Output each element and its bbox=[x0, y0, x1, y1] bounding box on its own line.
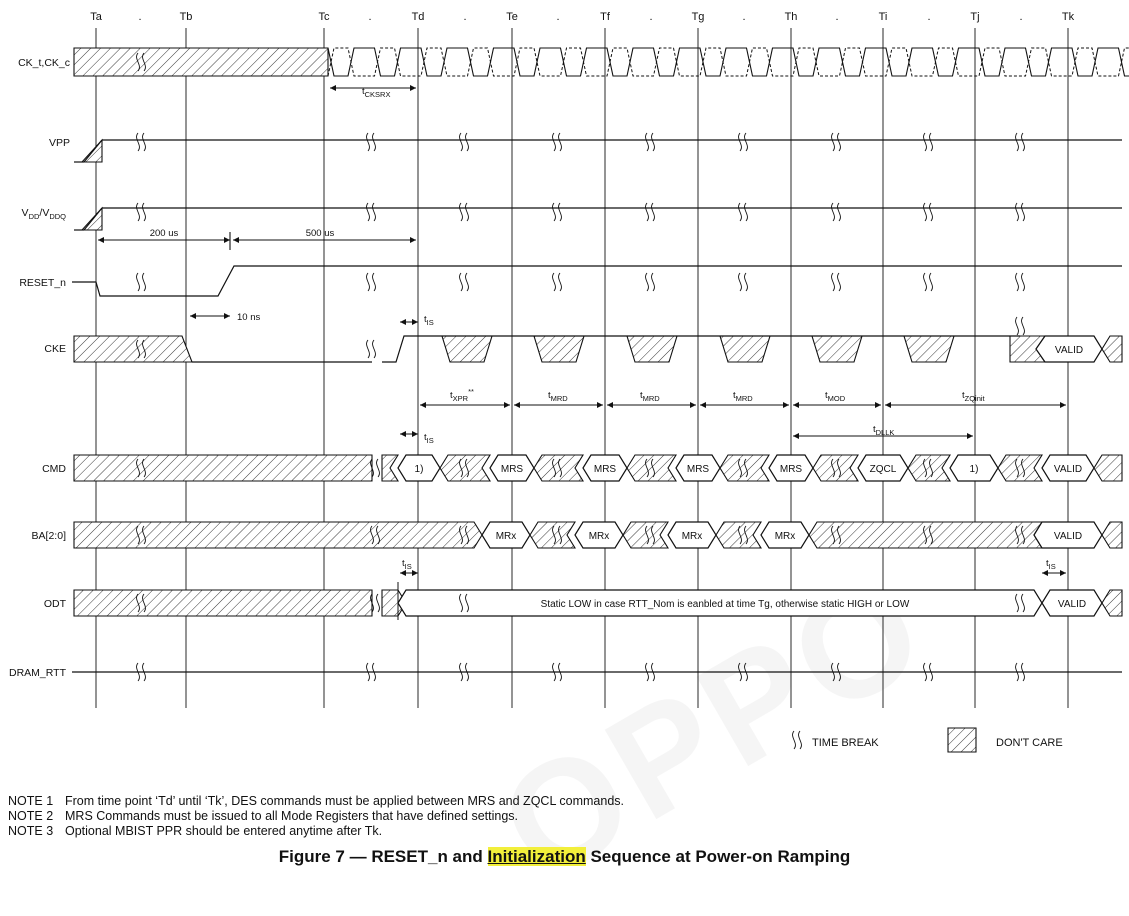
ba-dont-care-tail bbox=[1102, 522, 1122, 548]
ba-value-mrx: MRx bbox=[495, 531, 517, 542]
timing-prefix: t bbox=[548, 390, 551, 401]
vpp-ramp bbox=[74, 140, 102, 162]
cmd-value-valid: VALID bbox=[1053, 464, 1083, 475]
timing-prefix: t bbox=[1046, 558, 1049, 569]
label-tmrd-2 bbox=[640, 390, 660, 403]
note-3: NOTE 3 Optional MBIST PPR should be entered anytime after Tk. bbox=[8, 824, 383, 838]
label-10ns: 10 ns bbox=[237, 312, 261, 323]
dot-separator: . bbox=[835, 11, 839, 23]
waveforms bbox=[72, 48, 1129, 672]
timing-subscript: MOD bbox=[827, 394, 846, 403]
cmd-value-mrs: MRS bbox=[593, 464, 617, 475]
timing-arrows bbox=[98, 85, 1066, 576]
label-clock: CK_t,CK_c bbox=[18, 57, 70, 69]
vdd-break bbox=[838, 203, 841, 221]
dot-separator: . bbox=[649, 11, 653, 23]
timing-subscript: IS bbox=[426, 436, 434, 445]
ba-dont-care-mid bbox=[809, 522, 1042, 548]
arrow-head bbox=[412, 570, 418, 576]
cmd-value-mrs: MRS bbox=[779, 464, 803, 475]
time-label-Ta: Ta bbox=[90, 11, 102, 23]
reset-break bbox=[924, 273, 927, 291]
dot-separator: . bbox=[368, 11, 372, 23]
notes bbox=[8, 794, 624, 839]
arrow-head bbox=[410, 237, 416, 243]
label-cke: CKE bbox=[44, 343, 66, 355]
arrow-head bbox=[967, 433, 973, 439]
label-tdllk bbox=[873, 424, 894, 437]
cke-dont-care-window bbox=[627, 336, 677, 362]
vpp-break bbox=[373, 133, 376, 151]
timing-prefix: t bbox=[962, 390, 965, 401]
cke-break bbox=[373, 340, 376, 358]
arrow-head bbox=[412, 431, 418, 437]
label-ba: BA[2:0] bbox=[31, 530, 66, 542]
label-dram-rtt: DRAM_RTT bbox=[9, 667, 66, 679]
reset-break bbox=[137, 273, 140, 291]
ba-dont-care-gap bbox=[623, 522, 668, 548]
ba-dont-care-gap bbox=[716, 522, 761, 548]
vdd-break bbox=[460, 203, 463, 221]
cmd-dont-care-start bbox=[74, 455, 372, 481]
cke-dont-care-window bbox=[812, 336, 862, 362]
vdd-break bbox=[137, 203, 140, 221]
vpp-break bbox=[137, 133, 140, 151]
dot-separator: . bbox=[1019, 11, 1023, 23]
label-tis-cmd bbox=[424, 432, 434, 445]
cke-dont-care-window bbox=[534, 336, 584, 362]
timing-subscript: CKSRX bbox=[364, 90, 391, 99]
vpp-break bbox=[367, 133, 370, 151]
cmd-value-zqcl: ZQCL bbox=[869, 464, 897, 475]
vdd-break bbox=[924, 203, 927, 221]
vpp-break bbox=[838, 133, 841, 151]
clock-dont-care bbox=[74, 48, 328, 76]
arrow-head bbox=[793, 433, 799, 439]
dot-separator: . bbox=[463, 11, 467, 23]
vdd-break bbox=[739, 203, 742, 221]
arrow-head bbox=[330, 85, 336, 91]
vpp-break bbox=[745, 133, 748, 151]
legend-dont-care-icon bbox=[948, 728, 976, 752]
odt-dont-care-start bbox=[74, 590, 372, 616]
legend-time-break: TIME BREAK bbox=[812, 737, 879, 749]
vpp-break bbox=[559, 133, 562, 151]
reset-break bbox=[832, 273, 835, 291]
ba-value-mrx: MRx bbox=[681, 531, 703, 542]
vpp-break bbox=[1022, 133, 1025, 151]
ba-dont-care-gap bbox=[530, 522, 575, 548]
timing-subscript: ZQinit bbox=[964, 394, 985, 403]
cke-dont-care-window bbox=[904, 336, 954, 362]
arrow-head bbox=[98, 237, 104, 243]
reset-break bbox=[460, 273, 463, 291]
ba-dont-care-start bbox=[74, 522, 482, 548]
label-tmod bbox=[825, 390, 846, 403]
time-label-Tf: Tf bbox=[600, 11, 610, 23]
label-txpr bbox=[450, 387, 474, 403]
clock-waveform bbox=[328, 48, 1129, 76]
label-tmrd-1 bbox=[548, 390, 568, 403]
legend-time-break-icon bbox=[793, 731, 796, 749]
timing-subscript: MRD bbox=[642, 394, 660, 403]
ba-value-mrx: MRx bbox=[588, 531, 610, 542]
cke-break bbox=[1016, 317, 1019, 335]
vdd-label-part: V bbox=[21, 207, 29, 219]
arrow-head bbox=[233, 237, 239, 243]
cmd-value-note_ref: 1) bbox=[414, 464, 424, 475]
arrow-head bbox=[597, 402, 603, 408]
timing-superscript: ** bbox=[468, 387, 474, 396]
reset-break bbox=[739, 273, 742, 291]
label-cmd: CMD bbox=[42, 463, 66, 475]
cke-dont-care-window bbox=[442, 336, 492, 362]
vdd-break bbox=[466, 203, 469, 221]
diagram-labels bbox=[9, 11, 1086, 749]
timing-prefix: t bbox=[640, 390, 643, 401]
odt-dont-care-tail bbox=[1102, 590, 1122, 616]
vdd-break bbox=[1016, 203, 1019, 221]
vdd-label-part: DD bbox=[28, 212, 40, 221]
vpp-break bbox=[924, 133, 927, 151]
timing-subscript: IS bbox=[1048, 562, 1056, 571]
label-reset: RESET_n bbox=[19, 277, 66, 289]
cmd-break bbox=[377, 459, 380, 477]
vdd-break bbox=[1022, 203, 1025, 221]
arrow-head bbox=[1042, 570, 1048, 576]
reset-break bbox=[745, 273, 748, 291]
legend-time-break-icon bbox=[799, 731, 802, 749]
timing-subscript: MRD bbox=[550, 394, 568, 403]
timing-prefix: t bbox=[873, 424, 876, 435]
clock-complement-waveform bbox=[328, 48, 1129, 76]
dot-separator: . bbox=[138, 11, 142, 23]
note-2: NOTE 2 MRS Commands must be issued to all Mode Registers that have defined settings. bbox=[8, 809, 518, 823]
time-label-Tb: Tb bbox=[179, 11, 193, 23]
cke-dont-care-tail bbox=[1102, 336, 1122, 362]
timing-subscript: XPR bbox=[452, 394, 469, 403]
arrow-head bbox=[783, 402, 789, 408]
reset-break bbox=[930, 273, 933, 291]
time-label-Td: Td bbox=[411, 11, 425, 23]
label-500us: 500 us bbox=[305, 228, 335, 239]
cmd-dont-care-tail bbox=[1094, 455, 1122, 481]
ba-value-mrx: MRx bbox=[774, 531, 796, 542]
reset-break bbox=[1016, 273, 1019, 291]
arrow-head bbox=[224, 313, 230, 319]
cmd-value-mrs: MRS bbox=[500, 464, 524, 475]
vdd-break bbox=[646, 203, 649, 221]
reset-break bbox=[652, 273, 655, 291]
vdd-break bbox=[367, 203, 370, 221]
figure-caption: Figure 7 — RESET_n and Initialization Sequence at Power-on Ramping bbox=[278, 847, 851, 866]
cmd-dont-care-gap bbox=[720, 455, 769, 481]
label-vdd bbox=[22, 207, 67, 221]
arrow-head bbox=[514, 402, 520, 408]
label-odt: ODT bbox=[43, 598, 66, 610]
cke-dont-care-start bbox=[74, 336, 192, 362]
timing-prefix: t bbox=[402, 558, 405, 569]
reset-break bbox=[646, 273, 649, 291]
timing-subscript: IS bbox=[404, 562, 412, 571]
vpp-break bbox=[930, 133, 933, 151]
reset-break bbox=[1022, 273, 1025, 291]
reset-break bbox=[559, 273, 562, 291]
legend-dont-care: DON'T CARE bbox=[996, 737, 1063, 749]
arrow-head bbox=[793, 402, 799, 408]
timing-prefix: t bbox=[825, 390, 828, 401]
label-tmrd-3 bbox=[733, 390, 753, 403]
label-tis-odt bbox=[402, 558, 412, 571]
cmd-dont-care-pre bbox=[382, 455, 398, 481]
arrow-head bbox=[400, 431, 406, 437]
timing-prefix: t bbox=[362, 86, 365, 97]
time-label-Ti: Ti bbox=[878, 11, 888, 23]
reset-break bbox=[838, 273, 841, 291]
reset-break bbox=[466, 273, 469, 291]
timing-subscript: MRD bbox=[735, 394, 753, 403]
arrow-head bbox=[1060, 402, 1066, 408]
vdd-break bbox=[373, 203, 376, 221]
timing-subscript: DLLK bbox=[875, 428, 895, 437]
dot-separator: . bbox=[556, 11, 560, 23]
arrow-head bbox=[410, 85, 416, 91]
dot-separator: . bbox=[742, 11, 746, 23]
vpp-break bbox=[832, 133, 835, 151]
vdd-break bbox=[832, 203, 835, 221]
cke-dont-care-window bbox=[720, 336, 770, 362]
arrow-head bbox=[190, 313, 196, 319]
arrow-head bbox=[504, 402, 510, 408]
arrow-head bbox=[400, 319, 406, 325]
vpp-break bbox=[466, 133, 469, 151]
arrow-head bbox=[885, 402, 891, 408]
vpp-break bbox=[553, 133, 556, 151]
vdd-ramp bbox=[74, 208, 102, 230]
reset-break bbox=[553, 273, 556, 291]
arrow-head bbox=[412, 319, 418, 325]
arrow-head bbox=[420, 402, 426, 408]
vdd-break bbox=[745, 203, 748, 221]
time-label-Tg: Tg bbox=[691, 11, 705, 23]
vpp-break bbox=[739, 133, 742, 151]
vdd-label-part: /V bbox=[39, 207, 50, 219]
cmd-dont-care-gap bbox=[534, 455, 583, 481]
arrow-head bbox=[607, 402, 613, 408]
odt-valid: VALID bbox=[1057, 599, 1087, 610]
caption-highlight: Initialization bbox=[487, 847, 586, 866]
cmd-dont-care-gap bbox=[908, 455, 950, 481]
cmd-dont-care-gap bbox=[440, 455, 490, 481]
vpp-break bbox=[460, 133, 463, 151]
arrow-head bbox=[224, 237, 230, 243]
timing-prefix: t bbox=[424, 432, 427, 443]
cke-break bbox=[1022, 317, 1025, 335]
cmd-dont-care-gap bbox=[813, 455, 858, 481]
time-label-Tk: Tk bbox=[1061, 11, 1075, 23]
label-tis-cke bbox=[424, 314, 434, 327]
reset-break bbox=[143, 273, 146, 291]
timing-prefix: t bbox=[424, 314, 427, 325]
vpp-break bbox=[1016, 133, 1019, 151]
odt-static-text: Static LOW in case RTT_Nom is eanbled at time Tg, otherwise static HIGH or LOW bbox=[540, 599, 910, 610]
time-label-Tj: Tj bbox=[970, 11, 980, 23]
cmd-dont-care-gap bbox=[998, 455, 1042, 481]
timing-prefix: t bbox=[733, 390, 736, 401]
vpp-break bbox=[652, 133, 655, 151]
vdd-break bbox=[553, 203, 556, 221]
vpp-break bbox=[646, 133, 649, 151]
vdd-break bbox=[652, 203, 655, 221]
time-label-Tc: Tc bbox=[318, 11, 330, 23]
vdd-break bbox=[143, 203, 146, 221]
time-label-Te: Te bbox=[506, 11, 518, 23]
timing-prefix: t bbox=[450, 390, 453, 401]
note-1: NOTE 1 From time point ‘Td’ until ‘Tk’, DES commands must be applied between MRS and ZQCL commands. bbox=[8, 794, 625, 808]
cmd-value-note_ref: 1) bbox=[969, 464, 979, 475]
arrow-head bbox=[700, 402, 706, 408]
vpp-break bbox=[143, 133, 146, 151]
timing-subscript: IS bbox=[426, 318, 434, 327]
reset-break bbox=[367, 273, 370, 291]
arrow-head bbox=[1060, 570, 1066, 576]
label-200us: 200 us bbox=[149, 228, 179, 239]
vdd-break bbox=[559, 203, 562, 221]
dot-separator: . bbox=[927, 11, 931, 23]
label-vpp: VPP bbox=[48, 137, 70, 149]
reset-break bbox=[373, 273, 376, 291]
arrow-head bbox=[690, 402, 696, 408]
cke-valid: VALID bbox=[1054, 345, 1084, 356]
reset-waveform bbox=[72, 266, 1122, 296]
arrow-head bbox=[875, 402, 881, 408]
label-tis-odt-end bbox=[1046, 558, 1056, 571]
ba-valid: VALID bbox=[1053, 531, 1083, 542]
odt-break bbox=[377, 594, 380, 612]
vdd-label-part: DDQ bbox=[49, 212, 66, 221]
vdd-break bbox=[930, 203, 933, 221]
time-break-marks bbox=[137, 53, 1025, 749]
time-label-Th: Th bbox=[784, 11, 798, 23]
label-tzqinit bbox=[962, 390, 986, 403]
cmd-dont-care-gap bbox=[627, 455, 676, 481]
cmd-value-mrs: MRS bbox=[686, 464, 710, 475]
cke-break bbox=[367, 340, 370, 358]
